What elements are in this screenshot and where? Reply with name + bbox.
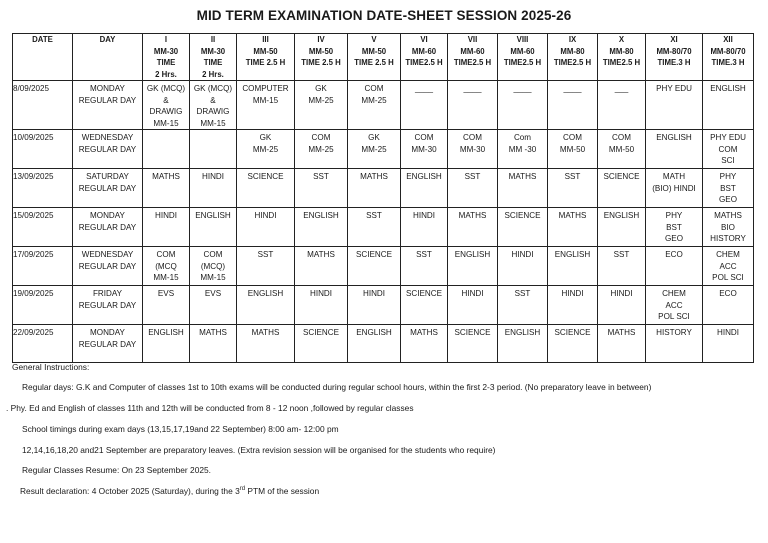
subject-cell: MATHS [448, 208, 498, 247]
header-date: DATE [13, 34, 73, 81]
result-ordinal: rd [239, 486, 246, 493]
date-cell: 13/09/2025 [13, 169, 73, 208]
subject-cell: SCIENCE [548, 325, 598, 363]
date-sheet-table [12, 33, 754, 363]
date-cell: 10/09/2025 [13, 130, 73, 169]
header-class: I MM-30 TIME 2 Hrs. [143, 34, 190, 81]
subject-cell: ____ [448, 81, 498, 130]
subject-cell: SCIENCE [401, 286, 448, 325]
subject-cell: HINDI [295, 286, 348, 325]
subject-cell: SCIENCE [237, 169, 295, 208]
subject-cell: SST [448, 169, 498, 208]
subject-cell: SST [348, 208, 401, 247]
subject-cell: ___ [598, 81, 646, 130]
subject-cell: SCIENCE [348, 247, 401, 286]
subject-cell: MATHS [498, 169, 548, 208]
subject-cell: SST [295, 169, 348, 208]
subject-cell: Com MM -30 [498, 130, 548, 169]
subject-cell: ENGLISH [498, 325, 548, 363]
subject-cell: ENGLISH [348, 325, 401, 363]
subject-cell: GK (MCQ) & DRAWIG MM-15 [190, 81, 237, 130]
subject-cell: COM MM-25 [295, 130, 348, 169]
subject-cell: CHEM ACC POL SCI [703, 247, 754, 286]
instruction-item: Regular Classes Resume: On 23 September 2025. [22, 465, 212, 475]
header-class: VIII MM-60 TIME2.5 H [498, 34, 548, 81]
subject-cell [190, 130, 237, 169]
subject-cell: HINDI [143, 208, 190, 247]
subject-cell: MATHS [237, 325, 295, 363]
subject-cell: ENGLISH [646, 130, 703, 169]
header-class: V MM-50 TIME 2.5 H [348, 34, 401, 81]
subject-cell: HINDI [598, 286, 646, 325]
subject-cell: ENGLISH [143, 325, 190, 363]
result-declaration [20, 486, 319, 497]
day-cell: MONDAY REGULAR DAY [73, 81, 143, 130]
subject-cell: HINDI [237, 208, 295, 247]
table-row [13, 130, 754, 169]
instructions-heading: General Instructions: [12, 362, 90, 372]
subject-cell: GK (MCQ) & DRAWIG MM-15 [143, 81, 190, 130]
day-cell: WEDNESDAY REGULAR DAY [73, 130, 143, 169]
subject-cell: PHY BST GEO [646, 208, 703, 247]
subject-cell: MATHS [143, 169, 190, 208]
table-row [13, 247, 754, 286]
instruction-item: Regular days: G.K and Computer of classes 1st to 10th exams will be conducted during regular school hours, within the first 2-3 period. (No preparatory leave in between) [22, 382, 652, 392]
instruction-item: 12,14,16,18,20 and21 September are preparatory leaves. (Extra revision session will be organised for the students who require) [22, 445, 496, 455]
instruction-item: School timings during exam days (13,15,17,19and 22 September) 8:00 am- 12:00 pm [22, 424, 339, 434]
day-cell: MONDAY REGULAR DAY [73, 208, 143, 247]
subject-cell: COM MM-50 [548, 130, 598, 169]
header-class: VI MM-60 TIME2.5 H [401, 34, 448, 81]
subject-cell: ENGLISH [448, 247, 498, 286]
subject-cell: HINDI [190, 169, 237, 208]
subject-cell: MATHS [401, 325, 448, 363]
subject-cell: HINDI [448, 286, 498, 325]
table-row [13, 81, 754, 130]
subject-cell: ENGLISH [598, 208, 646, 247]
day-cell: FRIDAY REGULAR DAY [73, 286, 143, 325]
date-cell: 22/09/2025 [13, 325, 73, 363]
header-class: XI MM-80/70 TIME.3 H [646, 34, 703, 81]
subject-cell: ____ [548, 81, 598, 130]
subject-cell: COM (MCQ MM-15 [143, 247, 190, 286]
header-day: DAY [73, 34, 143, 81]
subject-cell: ENGLISH [548, 247, 598, 286]
table-row [13, 325, 754, 363]
day-cell: MONDAY REGULAR DAY [73, 325, 143, 363]
subject-cell: SST [237, 247, 295, 286]
subject-cell: MATHS [295, 247, 348, 286]
date-cell: 8/09/2025 [13, 81, 73, 130]
result-text: Result declaration: 4 October 2025 (Saturday), during the 3 [20, 486, 240, 496]
subject-cell: SCIENCE [498, 208, 548, 247]
header-row [13, 34, 754, 81]
page-title: MID TERM EXAMINATION DATE-SHEET SESSION 2025-26 [196, 8, 572, 23]
subject-cell: HINDI [401, 208, 448, 247]
subject-cell: COMPUTER MM-15 [237, 81, 295, 130]
result-text-end: PTM of the session [245, 486, 320, 496]
subject-cell: SST [548, 169, 598, 208]
subject-cell: GK MM-25 [348, 130, 401, 169]
date-cell: 15/09/2025 [13, 208, 73, 247]
table-row [13, 286, 754, 325]
header-class: XII MM-80/70 TIME.3 H [703, 34, 754, 81]
subject-cell: COM MM-30 [401, 130, 448, 169]
subject-cell: ENGLISH [401, 169, 448, 208]
subject-cell: COM MM-50 [598, 130, 646, 169]
subject-cell: ENGLISH [190, 208, 237, 247]
subject-cell: PHY EDU [646, 81, 703, 130]
subject-cell: ____ [401, 81, 448, 130]
instruction-item: . Phy. Ed and English of classes 11th and 12th will be conducted from 8 - 12 noon ,followed by regular classes [6, 403, 414, 413]
header-class: IV MM-50 TIME 2.5 H [295, 34, 348, 81]
date-cell: 17/09/2025 [13, 247, 73, 286]
header-class: II MM-30 TIME 2 Hrs. [190, 34, 237, 81]
subject-cell: MATH (BIO) HINDI [646, 169, 703, 208]
subject-cell: EVS [143, 286, 190, 325]
subject-cell: ____ [498, 81, 548, 130]
subject-cell: SST [498, 286, 548, 325]
subject-cell: CHEM ACC POL SCI [646, 286, 703, 325]
header-class: IX MM-80 TIME2.5 H [548, 34, 598, 81]
subject-cell: ECO [646, 247, 703, 286]
subject-cell: PHY EDU COM SCI [703, 130, 754, 169]
table-body [13, 81, 754, 363]
table-row [13, 169, 754, 208]
subject-cell: HINDI [498, 247, 548, 286]
subject-cell: COM (MCQ) MM-15 [190, 247, 237, 286]
subject-cell: PHY BST GEO [703, 169, 754, 208]
subject-cell: SCIENCE [598, 169, 646, 208]
subject-cell: HINDI [703, 325, 754, 363]
subject-cell: ECO [703, 286, 754, 325]
day-cell: WEDNESDAY REGULAR DAY [73, 247, 143, 286]
subject-cell: SCIENCE [448, 325, 498, 363]
subject-cell: MATHS BIO HISTORY [703, 208, 754, 247]
table-row [13, 208, 754, 247]
subject-cell: ENGLISH [237, 286, 295, 325]
subject-cell: EVS [190, 286, 237, 325]
subject-cell: GK MM-25 [237, 130, 295, 169]
subject-cell: ENGLISH [703, 81, 754, 130]
subject-cell: SST [401, 247, 448, 286]
subject-cell: COM MM-30 [448, 130, 498, 169]
subject-cell: HINDI [348, 286, 401, 325]
date-cell: 19/09/2025 [13, 286, 73, 325]
subject-cell: GK MM-25 [295, 81, 348, 130]
subject-cell: COM MM-25 [348, 81, 401, 130]
subject-cell: SCIENCE [295, 325, 348, 363]
subject-cell: MATHS [598, 325, 646, 363]
subject-cell: HISTORY [646, 325, 703, 363]
subject-cell: MATHS [190, 325, 237, 363]
header-class: III MM-50 TIME 2.5 H [237, 34, 295, 81]
subject-cell: ENGLISH [295, 208, 348, 247]
subject-cell: SST [598, 247, 646, 286]
header-class: X MM-80 TIME2.5 H [598, 34, 646, 81]
header-class: VII MM-60 TIME2.5 H [448, 34, 498, 81]
subject-cell [143, 130, 190, 169]
subject-cell: MATHS [348, 169, 401, 208]
subject-cell: MATHS [548, 208, 598, 247]
subject-cell: HINDI [548, 286, 598, 325]
day-cell: SATURDAY REGULAR DAY [73, 169, 143, 208]
